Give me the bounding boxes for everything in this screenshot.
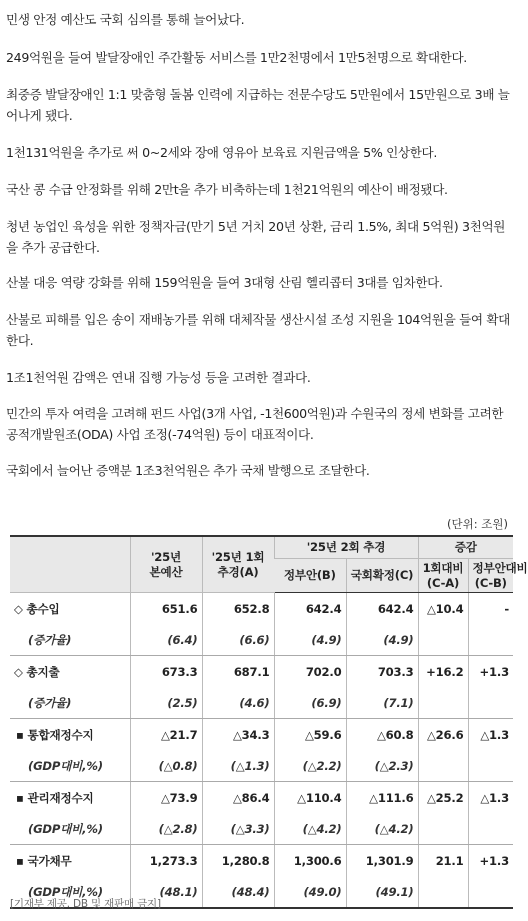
cell-first-supp: 652.8: [202, 593, 274, 625]
cell-gov-proposal: 1,300.6: [274, 845, 346, 877]
row-label: ◇ 총지출: [14, 664, 60, 679]
row-label: (GDP대비,%): [10, 813, 130, 845]
cell-gov-proposal: (4.9): [274, 624, 346, 656]
table-row-consolidated-balance: [10, 719, 513, 751]
cell-assembly-final: (7.1): [346, 687, 418, 719]
header-group-second-supp: '25년 2회 추경: [274, 536, 418, 559]
cell-vs-first: [418, 813, 468, 845]
row-label: ◇ 총수입: [14, 601, 60, 616]
cell-assembly-final: △111.6: [346, 782, 418, 814]
row-label: (GDP대비,%): [28, 884, 103, 899]
row-label: ▪ 국가채무: [16, 853, 72, 868]
cell-vs-gov: +1.3: [468, 656, 513, 688]
cell-budget: (△0.8): [130, 750, 202, 782]
cell-gov-proposal: 642.4: [274, 593, 346, 625]
cell-vs-gov: [468, 813, 513, 845]
cell-first-supp: (6.6): [202, 624, 274, 656]
cell-gov-proposal: (△4.2): [274, 813, 346, 845]
cell-first-supp: △86.4: [202, 782, 274, 814]
cell-vs-gov: △1.3: [468, 719, 513, 751]
table-unit: (단위: 조원): [447, 517, 508, 531]
cell-first-supp: (4.6): [202, 687, 274, 719]
cell-budget: 651.6: [130, 593, 202, 625]
table-row-managed-gdp-ratio: [10, 813, 513, 845]
cell-gov-proposal: △59.6: [274, 719, 346, 751]
row-label: ▪ 관리재정수지: [16, 790, 94, 805]
cell-first-supp: (△3.3): [202, 813, 274, 845]
cell-vs-first: △25.2: [418, 782, 468, 814]
paragraph-4: 1천131억원을 추가로 써 0~2세와 장애 영유아 보육료 지원금액을 5% 인상한다.: [6, 145, 438, 160]
cell-first-supp: (48.4): [202, 876, 274, 908]
cell-budget: (△2.8): [130, 813, 202, 845]
cell-vs-first: 21.1: [418, 845, 468, 877]
cell-budget: △73.9: [130, 782, 202, 814]
table-row-expenditure-growth: [10, 687, 513, 719]
cell-first-supp: (△1.3): [202, 750, 274, 782]
cell-budget: △21.7: [130, 719, 202, 751]
cell-vs-first: [418, 750, 468, 782]
budget-table: [10, 535, 528, 909]
header-col-vs-first: 1회대비 (C-A): [418, 559, 468, 593]
paragraph-10: 민간의 투자 여력을 고려해 펀드 사업(3개 사업, -1천600억원)과 수원국의 정세 변화를 고려한 공적개발원조(ODA) 사업 조정(-74억원) 등이 대표적이다.: [6, 406, 504, 442]
cell-vs-gov: [468, 687, 513, 719]
cell-budget: 1,273.3: [130, 845, 202, 877]
cell-assembly-final: (△4.2): [346, 813, 418, 845]
cell-first-supp: 1,280.8: [202, 845, 274, 877]
cell-first-supp: △34.3: [202, 719, 274, 751]
cell-budget: (2.5): [130, 687, 202, 719]
cell-vs-first: △10.4: [418, 593, 468, 625]
row-label: (증가율): [10, 687, 130, 719]
header-col-budget: '25년 본예산: [130, 536, 202, 593]
header-group-change: 증감: [418, 536, 513, 559]
row-label: ▪ 통합재정수지: [16, 727, 94, 742]
cell-gov-proposal: (6.9): [274, 687, 346, 719]
cell-assembly-final: 642.4: [346, 593, 418, 625]
table-row-national-debt: [10, 845, 513, 877]
cell-vs-first: [418, 876, 468, 908]
cell-assembly-final: (49.1): [346, 876, 418, 908]
table-row-total-expenditure: [10, 656, 513, 688]
header-col-vs-gov: 정부안대비 (C-B): [468, 559, 513, 593]
table-row-revenue-growth: [10, 624, 513, 656]
header-col-assembly-final: 국회확정(C): [346, 559, 418, 593]
image-source-caption: [기재부 제공. DB 및 재판매 금지]: [10, 898, 161, 910]
table-row-consolidated-gdp-ratio: [10, 750, 513, 782]
cell-gov-proposal: △110.4: [274, 782, 346, 814]
cell-vs-gov: [468, 624, 513, 656]
cell-vs-first: +16.2: [418, 656, 468, 688]
header-col-first-supp: '25년 1회 추경(A): [202, 536, 274, 593]
cell-budget: (48.1): [130, 876, 202, 908]
cell-assembly-final: 703.3: [346, 656, 418, 688]
cell-budget: 673.3: [130, 656, 202, 688]
paragraph-6: 청년 농업인 육성을 위한 정책자금(만기 5년 거치 20년 상환, 금리 1.5%, 최대 5억원) 3천억원을 추가 공급한다.: [6, 219, 506, 255]
paragraph-7: 산불 대응 역량 강화를 위해 159억원을 들여 3대형 산림 헬리콥터 3대를 임차한다.: [6, 275, 443, 290]
paragraph-1: 민생 안정 예산도 국회 심의를 통해 늘어났다.: [6, 12, 245, 27]
cell-vs-first: [418, 687, 468, 719]
cell-vs-first: [418, 624, 468, 656]
cell-vs-first: △26.6: [418, 719, 468, 751]
cell-vs-gov: △1.3: [468, 782, 513, 814]
cell-vs-gov: +1.3: [468, 845, 513, 877]
cell-gov-proposal: 702.0: [274, 656, 346, 688]
cell-assembly-final: (4.9): [346, 624, 418, 656]
cell-gov-proposal: (△2.2): [274, 750, 346, 782]
row-label: (증가율): [10, 624, 130, 656]
cell-vs-gov: [468, 750, 513, 782]
header-blank: [10, 536, 130, 593]
table-row-total-revenue: [10, 593, 513, 625]
table-row-managed-balance: [10, 782, 513, 814]
cell-vs-gov: -: [468, 593, 513, 625]
cell-assembly-final: △60.8: [346, 719, 418, 751]
paragraph-8: 산불로 피해를 입은 송이 재배농가를 위해 대체작물 생산시설 조성 지원을 104억원을 들여 확대한다.: [6, 312, 511, 348]
cell-budget: (6.4): [130, 624, 202, 656]
cell-assembly-final: (△2.3): [346, 750, 418, 782]
paragraph-9: 1조1천억원 감액은 연내 집행 가능성 등을 고려한 결과다.: [6, 370, 311, 385]
cell-gov-proposal: (49.0): [274, 876, 346, 908]
cell-assembly-final: 1,301.9: [346, 845, 418, 877]
header-col-gov-proposal: 정부안(B): [274, 559, 346, 593]
cell-vs-gov: [468, 876, 513, 908]
row-label: (GDP대비,%): [10, 750, 130, 782]
paragraph-11: 국회에서 늘어난 증액분 1조3천억원은 추가 국채 발행으로 조달한다.: [6, 463, 370, 478]
paragraph-5: 국산 콩 수급 안정화를 위해 2만t을 추가 비축하는데 1천21억원의 예산이 배정됐다.: [6, 182, 448, 197]
paragraph-3: 최중증 발달장애인 1:1 맞춤형 돌봄 인력에 지급하는 전문수당도 5만원에서 15만원으로 3배 늘어나게 됐다.: [6, 87, 510, 123]
cell-first-supp: 687.1: [202, 656, 274, 688]
paragraph-2: 249억원을 들여 발달장애인 주간활동 서비스를 1만2천명에서 1만5천명으로 확대한다.: [6, 50, 467, 65]
